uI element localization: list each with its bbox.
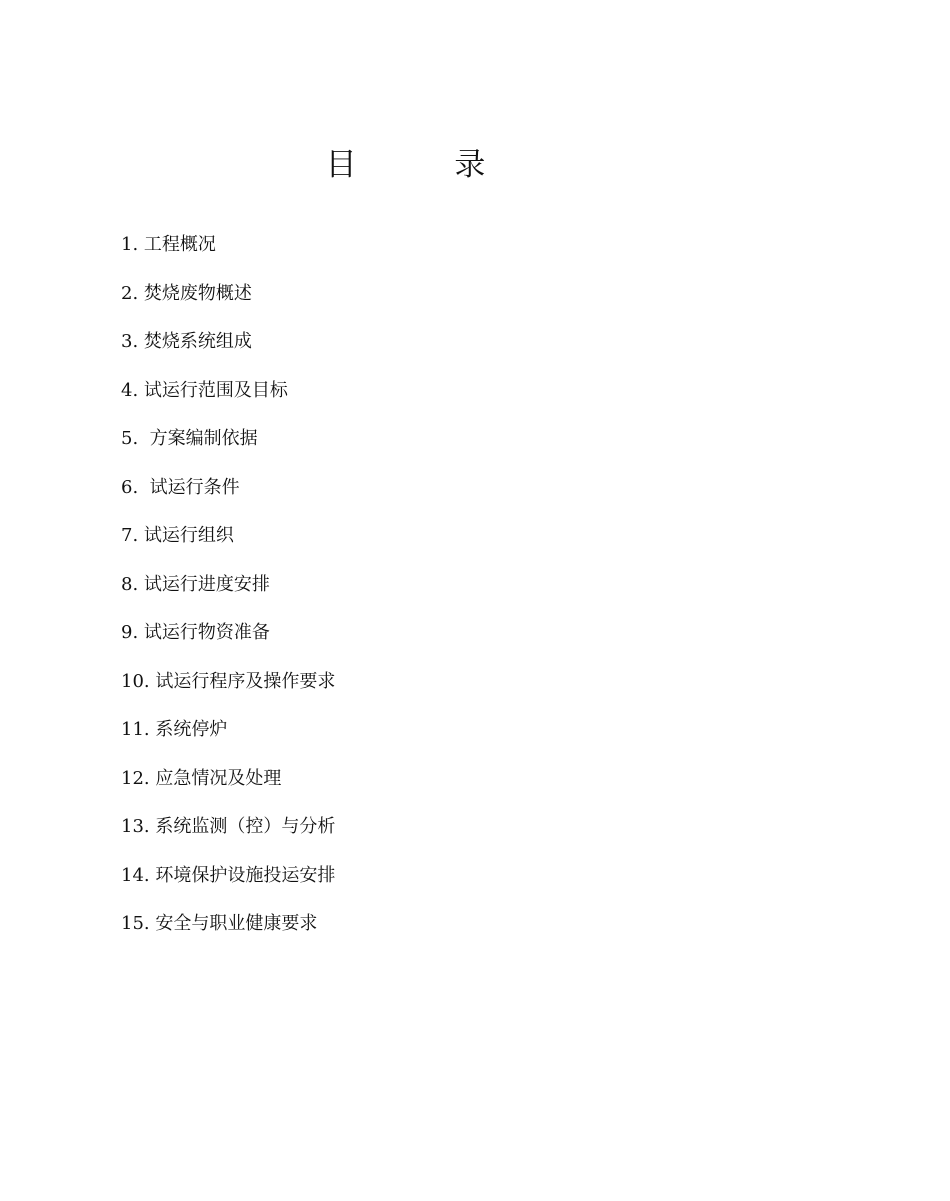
toc-item: 14. 环境保护设施投运安排 bbox=[121, 864, 336, 886]
toc-item: 7. 试运行组织 bbox=[121, 525, 234, 546]
toc-title: 目 录 bbox=[325, 147, 530, 183]
toc-item: 1. 工程概况 bbox=[121, 234, 216, 255]
toc-item: 10. 试运行程序及操作要求 bbox=[121, 670, 336, 692]
toc-item: 9. 试运行物资准备 bbox=[121, 622, 270, 643]
toc-item: 13. 系统监测（控）与分析 bbox=[121, 816, 336, 837]
toc-item: 6. 试运行条件 bbox=[121, 476, 240, 498]
toc-item: 12. 应急情况及处理 bbox=[121, 767, 282, 789]
toc-item: 2. 焚烧废物概述 bbox=[121, 282, 252, 304]
toc-item: 15. 安全与职业健康要求 bbox=[121, 913, 318, 934]
toc-item: 3. 焚烧系统组成 bbox=[121, 331, 252, 352]
toc-item: 5. 方案编制依据 bbox=[121, 428, 258, 449]
toc-list bbox=[121, 231, 335, 959]
toc-item: 11. 系统停炉 bbox=[121, 719, 228, 740]
toc-item: 4. 试运行范围及目标 bbox=[121, 379, 288, 401]
toc-item: 8. 试运行进度安排 bbox=[121, 573, 270, 595]
